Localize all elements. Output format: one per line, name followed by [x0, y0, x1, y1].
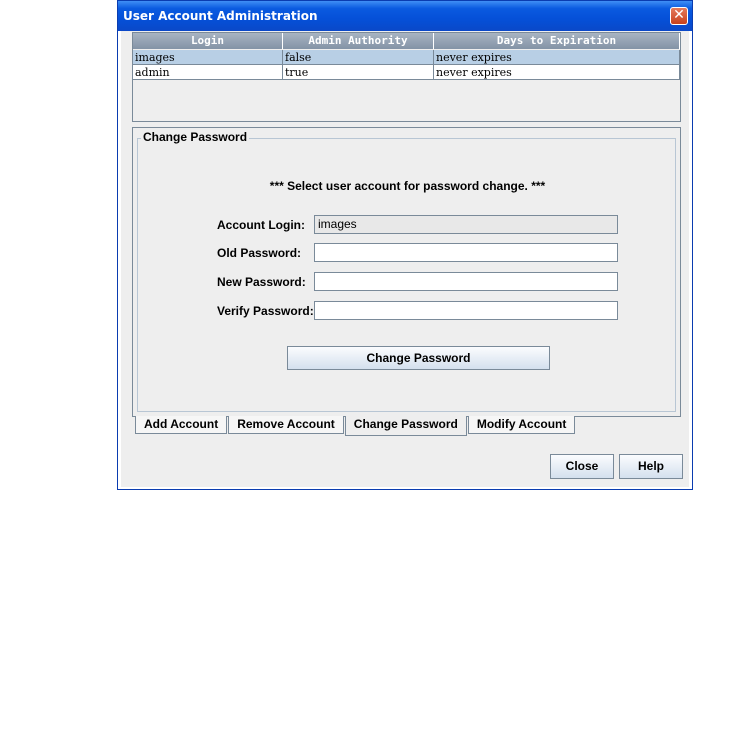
- column-header-days-to-expiration[interactable]: Days to Expiration: [434, 33, 680, 49]
- group-title: Change Password: [143, 130, 248, 144]
- cell-days-to-expiration: never expires: [434, 50, 680, 65]
- verify-password-field[interactable]: [314, 301, 618, 320]
- verify-password-label: Verify Password:: [217, 304, 314, 318]
- table-row[interactable]: [133, 65, 680, 80]
- cell-admin-authority: false: [283, 50, 434, 65]
- account-login-label: Account Login:: [217, 218, 305, 232]
- tab-remove-account[interactable]: Remove Account: [228, 416, 344, 434]
- new-password-label: New Password:: [217, 275, 306, 289]
- selection-hint: *** Select user account for password change. ***: [269, 179, 546, 193]
- old-password-field[interactable]: [314, 243, 618, 262]
- cell-days-to-expiration: never expires: [434, 65, 680, 80]
- help-button[interactable]: Help: [619, 454, 683, 479]
- title-bar[interactable]: [118, 1, 692, 31]
- tab-change-password[interactable]: Change Password: [345, 416, 467, 436]
- cell-login: admin: [133, 65, 283, 80]
- window-title: User Account Administration: [123, 9, 318, 23]
- dialog-body: [121, 31, 689, 487]
- close-button[interactable]: Close: [550, 454, 614, 479]
- account-login-field: images: [314, 215, 618, 234]
- user-account-admin-window: [117, 0, 693, 490]
- tab-modify-account[interactable]: Modify Account: [468, 416, 576, 434]
- table-row[interactable]: [133, 50, 680, 65]
- new-password-field[interactable]: [314, 272, 618, 291]
- close-icon[interactable]: ✕: [670, 7, 688, 25]
- table-header: [133, 33, 680, 49]
- accounts-table: [132, 32, 681, 122]
- column-header-admin-authority[interactable]: Admin Authority: [283, 33, 434, 49]
- column-header-login[interactable]: Login: [133, 33, 283, 49]
- change-password-panel: [132, 127, 681, 417]
- cell-login: images: [133, 50, 283, 65]
- cell-admin-authority: true: [283, 65, 434, 80]
- change-password-button[interactable]: Change Password: [287, 346, 550, 370]
- old-password-label: Old Password:: [217, 246, 302, 260]
- tab-add-account[interactable]: Add Account: [135, 416, 227, 434]
- tab-strip: [135, 416, 576, 436]
